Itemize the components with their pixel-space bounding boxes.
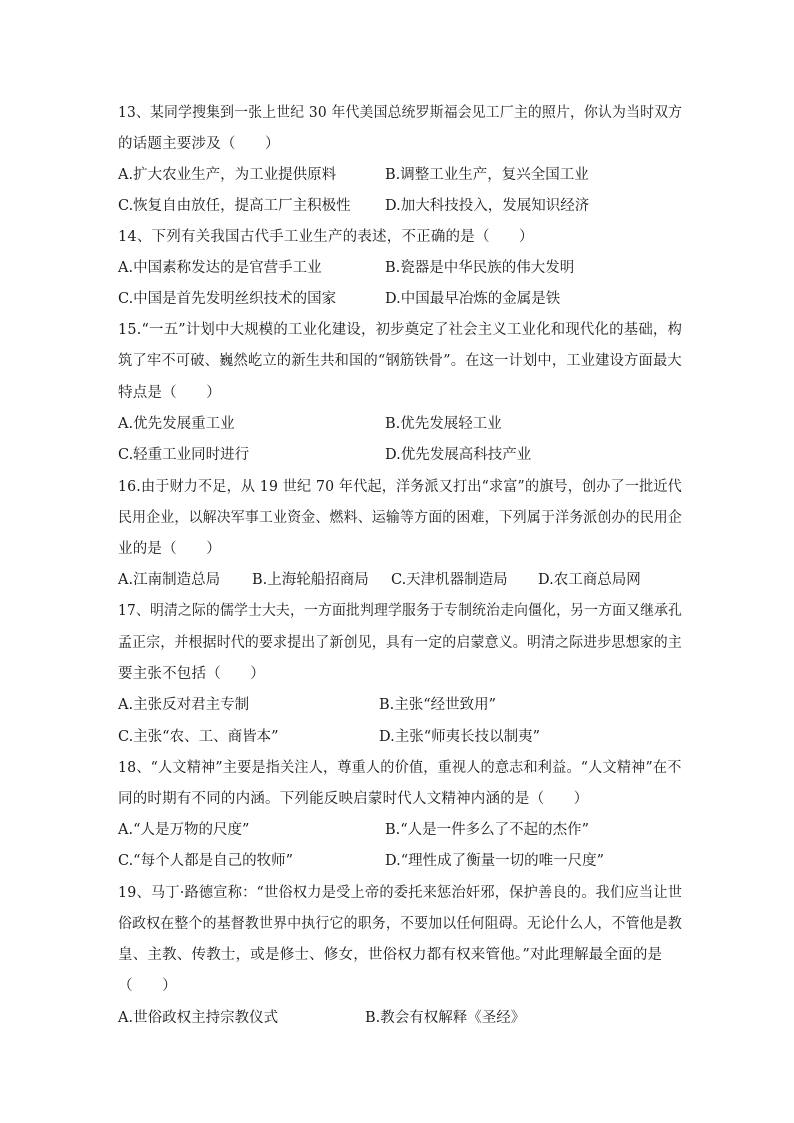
question-14-option-d: D.中国最早冶炼的金属是铁 bbox=[385, 291, 561, 307]
question-19-option-a: A.世俗政权主持宗教仪式 bbox=[118, 1010, 279, 1026]
question-19-stem-line-3: 皇、主教、传教士，或是修士、修女，世俗权力都有权来管他。”对此理解最全面的是 bbox=[118, 947, 663, 963]
question-13-option-b: B.调整工业生产，复兴全国工业 bbox=[385, 167, 589, 183]
question-13-option-c: C.恢复自由放任，提高工厂主积极性 bbox=[118, 198, 351, 214]
question-17-option-d: D.主张“师夷长技以制夷” bbox=[379, 729, 541, 745]
question-17-option-a: A.主张反对君主专制 bbox=[118, 697, 250, 713]
question-16-stem-line-3: 业的是（ ） bbox=[118, 541, 221, 557]
question-17-stem-line-2: 孟正宗，并根据时代的要求提出了新创见，具有一定的启蒙意义。明清之际进步思想家的主 bbox=[118, 635, 683, 651]
question-13-stem-line-2: 的话题主要涉及（ ） bbox=[118, 136, 280, 152]
question-15-stem-line-3: 特点是（ ） bbox=[118, 385, 221, 401]
question-17-stem-line-1: 17、明清之际的儒学士大夫，一方面批判理学服务于专制统治走向僵化，另一方面又继承孔 bbox=[118, 603, 683, 619]
question-13-option-a: A.扩大农业生产，为工业提供原料 bbox=[118, 167, 337, 183]
question-17-option-b: B.主张“经世致用” bbox=[379, 697, 497, 713]
question-18-option-a: A.“人是万物的尺度” bbox=[118, 822, 250, 838]
question-19-stem-line-4: （ ） bbox=[118, 978, 177, 994]
question-16-option-d: D.农工商总局网 bbox=[538, 572, 641, 588]
question-16-stem-line-1: 16.由于财力不足，从 19 世纪 70 年代起，洋务派又打出“求富”的旗号，创办了一批近代 bbox=[118, 479, 682, 495]
question-18-option-c: C.“每个人都是自己的牧师” bbox=[118, 853, 294, 869]
question-13-stem-line-1: 13、某同学搜集到一张上世纪 30 年代美国总统罗斯福会见工厂主的照片，你认为当时双方 bbox=[118, 105, 683, 121]
question-19-stem-line-2: 俗政权在整个的基督教世界中执行它的职务，不要加以任何阻碍。无论什么人，不管他是教 bbox=[118, 916, 683, 932]
question-15-stem-line-1: 15.“一五”计划中大规模的工业化建设，初步奠定了社会主义工业化和现代化的基础，构 bbox=[118, 322, 683, 338]
question-15-option-c: C.轻重工业同时进行 bbox=[118, 447, 250, 463]
question-16-option-c: C.天津机器制造局 bbox=[391, 572, 508, 588]
question-15-option-a: A.优先发展重工业 bbox=[118, 416, 235, 432]
question-15-option-d: D.优先发展高科技产业 bbox=[385, 447, 532, 463]
question-14-stem-line-1: 14、下列有关我国古代手工业生产的表述，不正确的是（ ） bbox=[118, 229, 534, 245]
question-18-option-b: B.“人是一件多么了不起的杰作” bbox=[385, 822, 590, 838]
question-14-option-c: C.中国是首先发明丝织技术的国家 bbox=[118, 291, 337, 307]
question-16-option-a: A.江南制造总局 bbox=[118, 572, 221, 588]
question-18-option-d: D.“理性成了衡量一切的唯一尺度” bbox=[385, 853, 605, 869]
question-16-option-b: B.上海轮船招商局 bbox=[252, 572, 369, 588]
question-13-option-d: D.加大科技投入，发展知识经济 bbox=[385, 198, 590, 214]
question-19-option-b: B.教会有权解释《圣经》 bbox=[365, 1010, 526, 1026]
question-17-stem-line-3: 要主张不包括（ ） bbox=[118, 666, 265, 682]
question-15-stem-line-2: 筑了牢不可破、巍然屹立的新生共和国的“钢筋铁骨”。在这一计划中，工业建设方面最大 bbox=[118, 353, 682, 369]
question-14-option-a: A.中国素称发达的是官营手工业 bbox=[118, 260, 322, 276]
question-14-option-b: B.瓷器是中华民族的伟大发明 bbox=[385, 260, 575, 276]
question-17-option-c: C.主张“农、工、商皆本” bbox=[118, 729, 279, 745]
question-15-option-b: B.优先发展轻工业 bbox=[385, 416, 502, 432]
question-18-stem-line-1: 18、“人文精神”主要是指关注人，尊重人的价值，重视人的意志和利益。“人文精神”在不 bbox=[118, 760, 682, 776]
question-18-stem-line-2: 同的时期有不同的内涵。下列能反映启蒙时代人文精神内涵的是（ ） bbox=[118, 791, 589, 807]
question-19-stem-line-1: 19、马丁·路德宣称：“世俗权力是受上帝的委托来惩治奸邪，保护善良的。我们应当让世 bbox=[118, 885, 683, 901]
question-16-stem-line-2: 民用企业，以解决军事工业资金、燃料、运输等方面的困难，下列属于洋务派创办的民用企 bbox=[118, 510, 683, 526]
